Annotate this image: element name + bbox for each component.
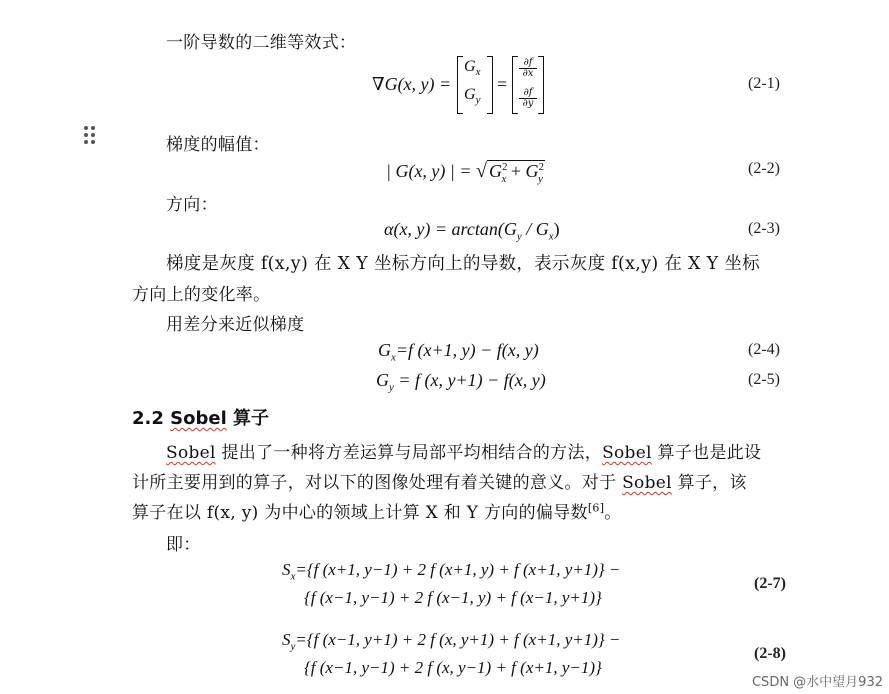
dfdx-den: ∂x xyxy=(519,68,537,79)
eq-number-2-8: (2-8) xyxy=(754,645,786,662)
section-number: 2.2 xyxy=(132,408,171,429)
eq7-s: S xyxy=(282,560,291,579)
direction-lhs: α(x, y) = arctan(G xyxy=(384,219,517,239)
gradient-lhs-text: ∇G(x, y) = xyxy=(372,74,452,94)
eq8-line1-rest: ={f (x−1, y+1) + 2 f (x, y+1) + f (x+1, y+1)} − xyxy=(295,630,621,649)
paragraph-gradient-line2: 方向上的变化率。 xyxy=(132,285,271,305)
para2-line2-a: 计所主要用到的算子，对以下的图像处理有着关键的意义。对于 xyxy=(132,473,623,493)
dfdy-num: ∂f xyxy=(523,87,533,98)
eq5-g: G xyxy=(376,370,389,390)
direction-sub-y: y xyxy=(516,230,522,243)
paragraph-sobel-line3 xyxy=(132,498,622,523)
eq8-line2-text: {f (x−1, y−1) + 2 f (x, y−1) + f (x+1, y−1)} xyxy=(304,658,602,677)
section-name-sobel: Sobel xyxy=(170,408,227,429)
intro-line: 一阶导数的二维等效式： xyxy=(166,33,357,53)
eq-2-7-line1 xyxy=(282,560,620,582)
csdn-watermark: CSDN @水中望月932 xyxy=(751,675,883,690)
eq-number-2-1: (2-1) xyxy=(748,75,780,92)
eq-2-7-line2 xyxy=(304,588,602,608)
eq7-line2-text: {f (x−1, y−1) + 2 f (x−1, y) + f (x−1, y+1)} xyxy=(304,588,602,607)
eq-number-2-5: (2-5) xyxy=(748,371,780,388)
para2-line2-c: 算子，该 xyxy=(671,473,747,493)
citation-6[interactable]: [6] xyxy=(587,501,605,515)
eq-number-2-4: (2-4) xyxy=(748,341,780,358)
gx-symbol: G xyxy=(464,58,476,75)
sqrt-g2: G xyxy=(525,161,539,181)
direction-mid: / G xyxy=(521,219,549,239)
paragraph-sobel-line2 xyxy=(132,468,747,493)
direction-sub-x: x xyxy=(548,230,554,243)
sqrt-g1: G xyxy=(489,161,502,181)
eq5-rhs: = f (x, y+1) − f(x, y) xyxy=(393,370,546,390)
para2-line1-d: 算子也是此设 xyxy=(651,443,762,463)
para2-line3-end: 。 xyxy=(604,503,622,523)
matrix-right-bracket xyxy=(487,56,493,114)
drag-handle-icon[interactable] xyxy=(84,126,98,146)
para2-line3-text: 算子在以 f(x, y) 为中心的领域上计算 X 和 Y 方向的偏导数 xyxy=(132,503,588,523)
sobel-word-3: Sobel xyxy=(622,473,672,493)
gx-sub: x xyxy=(475,66,481,79)
magnitude-label: 梯度的幅值： xyxy=(166,135,270,155)
ji-label: 即： xyxy=(166,535,201,555)
gradient-equals: = xyxy=(497,74,508,94)
sqrt-icon: √ xyxy=(476,160,487,182)
magnitude-lhs: | G(x, y) | = xyxy=(386,161,472,181)
eq8-sub: y xyxy=(290,640,296,653)
dfdx-fraction xyxy=(519,58,537,79)
gy-sub: y xyxy=(475,94,481,107)
sqrt-body: $G^2_x + G^2_y$ xyxy=(489,161,545,185)
paragraph-sobel-line1 xyxy=(166,438,761,463)
eq8-s: S xyxy=(282,630,291,649)
para2-line1-b: 提出了一种将方差运算与局部平均相结合的方法， xyxy=(215,443,603,463)
deriv-left-bracket xyxy=(512,56,518,114)
sobel-word-1: Sobel xyxy=(166,443,216,463)
eq4-sub: x xyxy=(391,351,396,364)
paragraph-gradient-line1: 梯度是灰度 f(x,y) 在 X Y 坐标方向上的导数，表示灰度 f(x,y) 在 X Y 坐标 xyxy=(166,254,760,274)
sqrt-g1-sub: x xyxy=(501,172,507,185)
matrix-gy xyxy=(464,86,480,106)
direction-label: 方向： xyxy=(166,195,218,215)
sqrt-g1-sup: 2 xyxy=(502,161,508,173)
eq-2-8-line1 xyxy=(282,630,620,652)
eq-2-8-line2 xyxy=(304,658,602,678)
gy-symbol: G xyxy=(464,86,476,103)
dfdy-fraction xyxy=(519,88,537,109)
sobel-word-2: Sobel xyxy=(602,443,652,463)
section-heading xyxy=(132,404,269,430)
gradient-lhs xyxy=(372,74,451,95)
matrix-gx xyxy=(464,58,480,78)
eq-number-2-3: (2-3) xyxy=(748,220,780,237)
sqrt-g2-sup: 2 xyxy=(538,161,545,173)
eq7-line1-rest: ={f (x+1, y−1) + 2 f (x+1, y) + f (x+1, y+1)} − xyxy=(295,560,621,579)
direction-end: ) xyxy=(553,219,560,239)
eq4-rhs: =f (x+1, y) − f(x, y) xyxy=(395,340,539,360)
dfdy-den: ∂y xyxy=(519,98,537,109)
section-name-tail: 算子 xyxy=(226,408,270,429)
eq-2-4 xyxy=(378,340,539,364)
approx-label: 用差分来近似梯度 xyxy=(166,315,305,335)
eq-number-2-7: (2-7) xyxy=(754,575,786,592)
eq7-sub: x xyxy=(290,570,296,583)
eq-2-5 xyxy=(376,370,546,394)
eq5-sub: y xyxy=(389,381,394,394)
matrix-left-bracket xyxy=(457,56,463,114)
direction-expr xyxy=(384,219,560,243)
deriv-right-bracket xyxy=(538,56,544,114)
dfdx-num: ∂f xyxy=(523,57,533,68)
sqrt-g2-sub: y xyxy=(538,172,543,185)
eq-number-2-2: (2-2) xyxy=(748,160,780,177)
eq4-g: G xyxy=(378,340,391,360)
magnitude-expr xyxy=(386,160,545,185)
